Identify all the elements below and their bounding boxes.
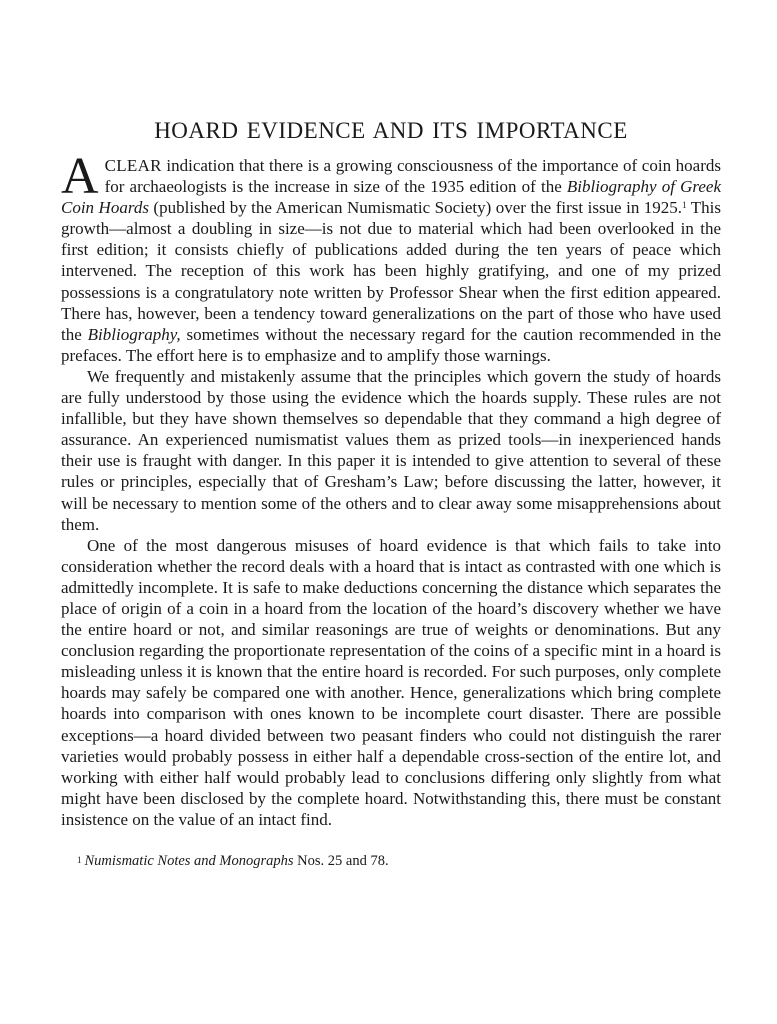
- paragraph-3: One of the most dangerous misuses of hoard evidence is that which fails to take into consideration whether the record deals with a hoard that is intact as contrasted with one which is admittedly incomplete. It is safe to make deductions concerning the distance which separates the place of origin of a coin in a hoard from the location of the hoard’s discovery whether we have the entire hoard or not, and similar reasonings are true of weights or denominations. But any conclusion regarding the proportionate representation of the coins of a specific mint in a hoard is misleading unless it is known that the entire hoard is recorded. For such purposes, only complete hoards may safely be compared one with another. Hence, generalizations which bring complete hoards into comparison with ones known to be incomplete court disaster. There are possible exceptions—a hoard divided between two peasant finders who could not distinguish the rarer varieties would probably possess in either half a dependable cross-section of the entire lot, and working with either half would probably lead to conclusions differing only slightly from what might have been disclosed by the complete hoard. Notwithstanding this, there must be constant insistence on the value of an intact find.: [61, 535, 721, 829]
- page: [61, 118, 721, 870]
- paragraph-1-text-2: (published by the American Numismatic Society) over the first issue in 1925.: [148, 198, 683, 218]
- footnote: [61, 852, 721, 870]
- paragraph-1-text-3: This growth—almost a doubling in size—is not due to material which had been overlooked in the first edition; it consists chiefly of publications added during the ten years of peace which intervened. The reception of this work has been highly gratifying, and one of my prized possessions is a congratulatory note written by Professor Shear when the first edition appeared. There has, however, been a tendency toward generalizations on the part of those who have used the: [61, 198, 721, 344]
- paragraph-1-text-4: sometimes without the necessary regard for the caution recommended in the prefaces. The effort here is to emphasize and to amplify those warnings.: [61, 324, 721, 365]
- bibliography-short-title: Bibliography,: [87, 324, 181, 344]
- footnote-text: Nos. 25 and 78.: [293, 853, 389, 869]
- page-title: HOARD EVIDENCE AND ITS IMPORTANCE: [154, 118, 628, 143]
- footnote-title: Numismatic Notes and Monographs: [84, 853, 294, 869]
- drop-cap: A: [61, 148, 99, 205]
- body-text: [61, 148, 721, 830]
- paragraph-1-text-1: indication that there is a growing consciousness of the importance of coin hoards for archaeologists is the increase in size of the 1935 edition of the: [104, 156, 721, 197]
- paragraph-1-lead: CLEAR: [104, 156, 162, 175]
- footnote-mark: 1: [77, 855, 82, 865]
- paragraph-1: [61, 148, 721, 366]
- bibliography-title: Bibliography of Greek Coin Hoards: [61, 177, 721, 218]
- footnote-reference: 1: [682, 200, 687, 211]
- paragraph-2: We frequently and mistakenly assume that the principles which govern the study of hoards are fully understood by those using the evidence which the hoards supply. These rules are not infallible, but they have shown themselves so dependable that they command a high degree of assurance. An experienced numismatist values them as prized tools—in inexperienced hands their use is fraught with danger. In this paper it is intended to give attention to several of these rules or principles, especially that of Gresham’s Law; before discussing the latter, however, it will be necessary to mention some of the others and to clear away some misapprehensions about them.: [61, 366, 721, 534]
